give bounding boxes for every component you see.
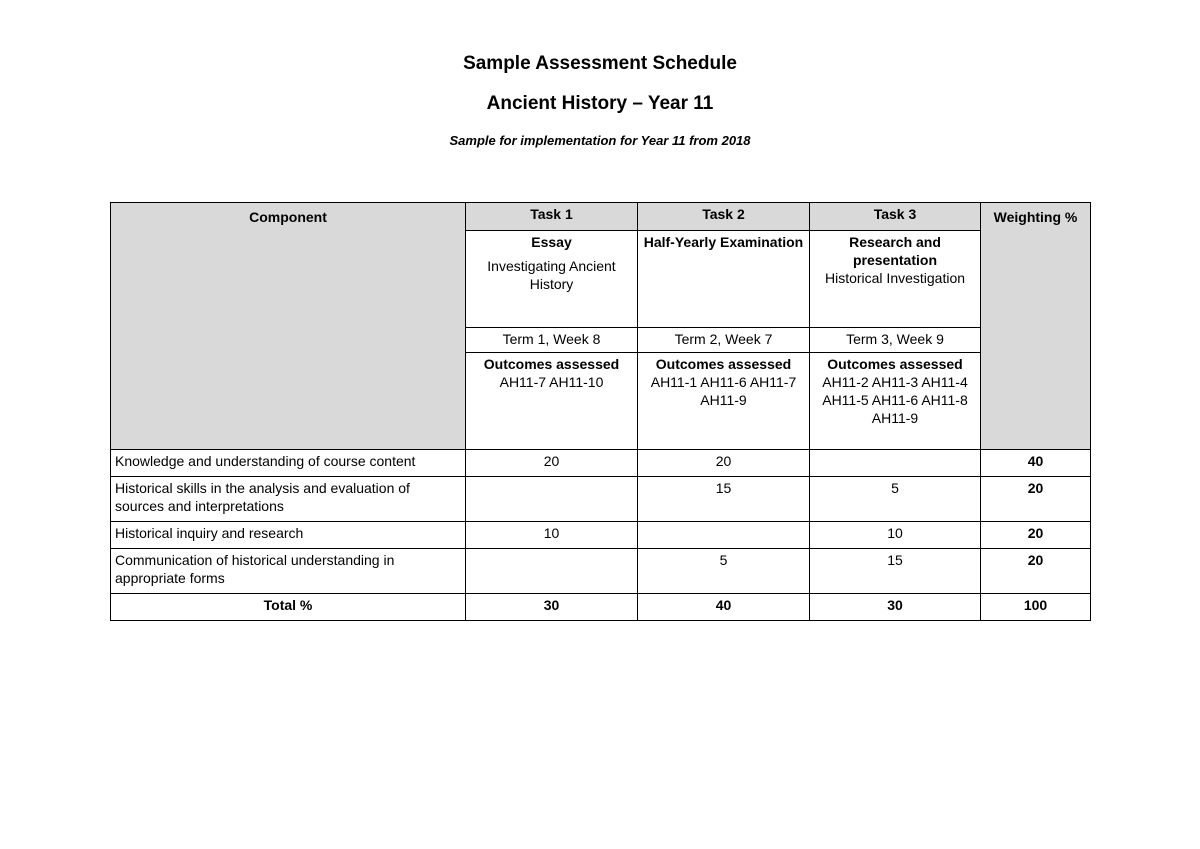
task2-mark: 20	[638, 450, 810, 477]
task3-mark: 15	[810, 549, 981, 594]
task2-name: Half-Yearly Examination	[643, 234, 804, 250]
table-row	[111, 549, 1091, 594]
task3-detail: Historical Investigation	[824, 270, 966, 286]
task2-outcomes-list: AH11-1 AH11-6 AH11-7 AH11-9	[650, 374, 797, 408]
task3-mark	[810, 450, 981, 477]
task3-due: Term 3, Week 9	[810, 328, 981, 353]
total-label: Total %	[111, 594, 466, 621]
task1-due: Term 1, Week 8	[466, 328, 638, 353]
task3-mark: 5	[810, 477, 981, 522]
task1-outcomes-list: AH11-7 AH11-10	[499, 374, 604, 390]
task1-total: 30	[466, 594, 638, 621]
task1-outcomes-label: Outcomes assessed	[483, 356, 620, 372]
document-title: Sample Assessment Schedule	[463, 53, 737, 74]
task3-header: Task 3	[810, 203, 981, 231]
weighting-value: 20	[981, 477, 1091, 522]
component-label: Historical skills in the analysis and evaluation of sources and interpretations	[111, 477, 466, 522]
total-row	[111, 594, 1091, 621]
task2-outcomes-label: Outcomes assessed	[655, 356, 792, 372]
task3-outcomes	[810, 353, 981, 450]
task2-due: Term 2, Week 7	[638, 328, 810, 353]
weighting-header: Weighting %	[981, 203, 1091, 450]
table-row	[111, 477, 1091, 522]
task2-mark: 5	[638, 549, 810, 594]
task1-mark	[466, 549, 638, 594]
task1-description	[466, 231, 638, 328]
assessment-schedule-table	[110, 202, 1091, 621]
task2-outcomes	[638, 353, 810, 450]
implementation-note: Sample for implementation for Year 11 from 2018	[449, 133, 751, 148]
table-row	[111, 450, 1091, 477]
task1-outcomes	[466, 353, 638, 450]
table-row	[111, 522, 1091, 549]
task2-mark: 15	[638, 477, 810, 522]
task2-description	[638, 231, 810, 328]
task1-name: Essay	[531, 234, 572, 250]
task1-mark	[466, 477, 638, 522]
weighting-value: 20	[981, 522, 1091, 549]
task2-total: 40	[638, 594, 810, 621]
component-header: Component	[111, 203, 466, 450]
component-label: Knowledge and understanding of course content	[111, 450, 466, 477]
header-row	[111, 203, 1091, 231]
document-subtitle: Ancient History – Year 11	[486, 93, 714, 114]
task1-mark: 20	[466, 450, 638, 477]
weighting-value: 40	[981, 450, 1091, 477]
task2-mark	[638, 522, 810, 549]
weighting-value: 20	[981, 549, 1091, 594]
component-label: Communication of historical understanding in appropriate forms	[111, 549, 466, 594]
task1-detail: Investigating Ancient History	[487, 258, 616, 292]
task1-header: Task 1	[466, 203, 638, 231]
task2-header: Task 2	[638, 203, 810, 231]
task3-total: 30	[810, 594, 981, 621]
component-label: Historical inquiry and research	[111, 522, 466, 549]
task3-description	[810, 231, 981, 328]
task1-mark: 10	[466, 522, 638, 549]
task3-mark: 10	[810, 522, 981, 549]
task3-name: Research and presentation	[849, 234, 941, 268]
task3-outcomes-label: Outcomes assessed	[827, 356, 963, 372]
task3-outcomes-list: AH11-2 AH11-3 AH11-4 AH11-5 AH11-6 AH11-8 AH11-9	[822, 374, 968, 426]
weighting-total: 100	[981, 594, 1091, 621]
